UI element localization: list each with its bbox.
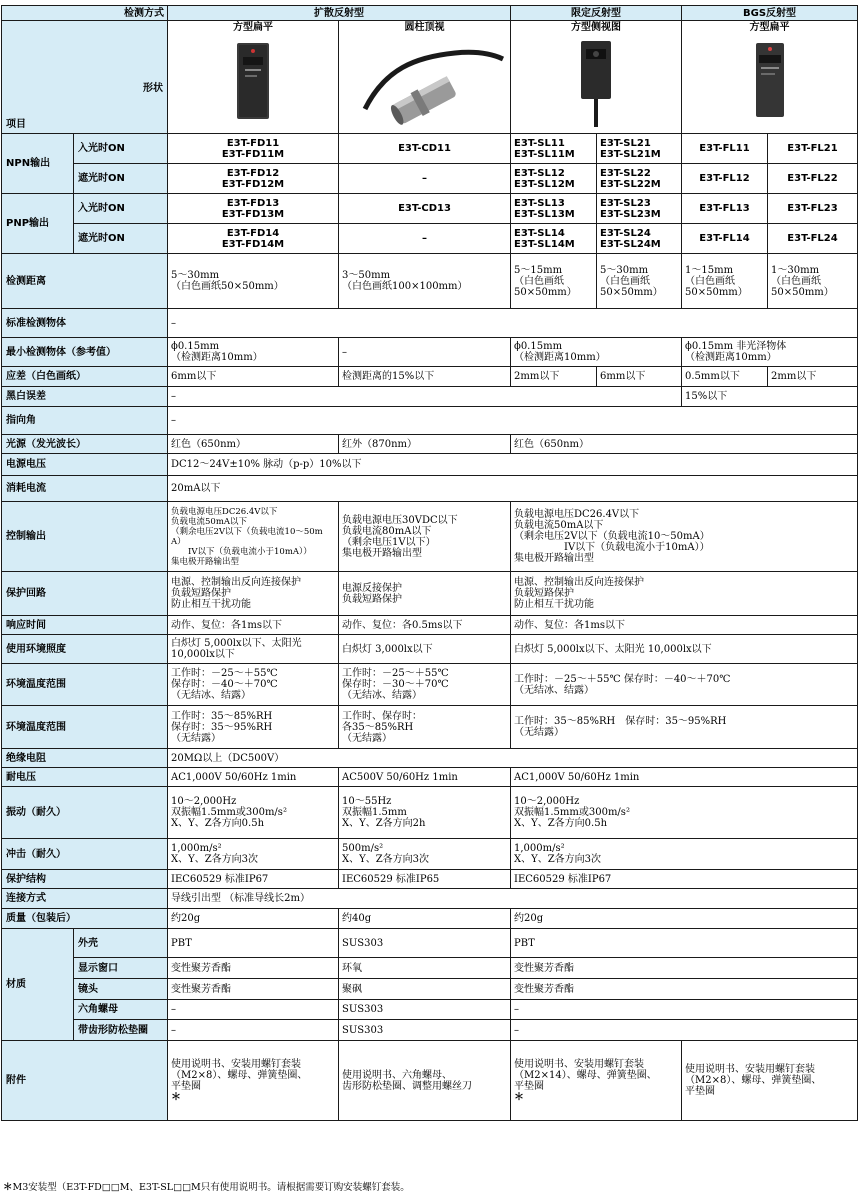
- model-cell: E3T-FL24: [768, 224, 858, 254]
- spec-value: PBT: [168, 929, 339, 958]
- spec-value: 5～30mm （白色画纸50×50mm）: [168, 254, 339, 309]
- spec-value: 使用说明书、安装用螺钉套装 （M2×8）、螺母、弹簧垫圈、 平垫圈: [682, 1041, 858, 1121]
- spec-value: 环氧: [339, 958, 511, 979]
- shape-cell-cd: [339, 21, 511, 134]
- spec-label-vibration: 振动（耐久）: [2, 787, 168, 839]
- material-lens-label: 镜头: [74, 979, 168, 1000]
- model-cell: E3T-CD13: [339, 194, 511, 224]
- spec-label-temperature: 环境温度范围: [2, 664, 168, 706]
- spec-value: DC12～24V±10% 脉动（p-p）10%以下: [168, 454, 858, 476]
- spec-value: 电源、控制输出反向连接保护 负载短路保护 防止相互干扰功能: [168, 572, 339, 616]
- spec-label-material: 材质: [2, 929, 74, 1041]
- group-limited: 限定反射型: [511, 6, 682, 21]
- model-cell: E3T-FL23: [768, 194, 858, 224]
- model-cell: E3T-FD14 E3T-FD14M: [168, 224, 339, 254]
- spec-value: –: [168, 1000, 339, 1020]
- spec-value: SUS303: [339, 1020, 511, 1041]
- spec-value: 电源、控制输出反向连接保护 负载短路保护 防止相互干扰功能: [511, 572, 858, 616]
- spec-value: 动作、复位：各1ms以下: [511, 616, 858, 635]
- spec-label-protection-circuit: 保护回路: [2, 572, 168, 616]
- spec-value: 5～30mm （白色画纸 50×50mm）: [597, 254, 682, 309]
- spec-value: 工作时、保存时： 各35～85%RH （无结露）: [339, 706, 511, 749]
- spec-value: 约20g: [511, 909, 858, 929]
- spec-value: 负载电源电压30VDC以下 负载电流80mA以下 （剩余电压1V以下） 集电极开路输出型: [339, 502, 511, 572]
- model-cell: –: [339, 164, 511, 194]
- spec-label-bw-error: 黑白误差: [2, 387, 168, 407]
- spec-value: 动作、复位：各0.5ms以下: [339, 616, 511, 635]
- spec-value: ϕ0.15mm 非光泽物体 （检测距离10mm）: [682, 338, 858, 367]
- footnote-mark: ＊: [514, 1091, 524, 1103]
- spec-value: 白炽灯 3,000lx以下: [339, 635, 511, 664]
- spec-value: 3～50mm （白色画纸100×100mm）: [339, 254, 511, 309]
- spec-label-illuminance: 使用环境照度: [2, 635, 168, 664]
- model-cell: E3T-SL11 E3T-SL11M: [511, 134, 597, 164]
- spec-value: ϕ0.15mm （检测距离10mm）: [168, 338, 339, 367]
- spec-value: 6mm以下: [597, 367, 682, 387]
- spec-value: 负载电源电压DC26.4V以下 负载电流50mA以下 （剩余电压2V以下（负载电流10～50mA） IV以下（负载电流小于10mA）） 集电极开路输出型: [511, 502, 858, 572]
- spec-label-accessories: 附件: [2, 1041, 168, 1121]
- spec-value: 10～55Hz 双振幅1.5mm X、Y、Z各方向2h: [339, 787, 511, 839]
- accessories-cell: [168, 1041, 339, 1121]
- spec-label-insulation: 绝缘电阻: [2, 749, 168, 768]
- spec-value: 1,000m/s² X、Y、Z各方向3次: [168, 839, 339, 870]
- spec-label-distance: 检测距离: [2, 254, 168, 309]
- model-cell: E3T-FD11 E3T-FD11M: [168, 134, 339, 164]
- spec-value: 负载电源电压DC26.4V以下 负载电流50mA以下 （剩余电压2V以下（负载电流10～50mA） IV以下（负载电流小于10mA）） 集电极开路输出型: [168, 502, 339, 572]
- spec-value: 动作、复位：各1ms以下: [168, 616, 339, 635]
- spec-value: –: [168, 387, 682, 407]
- spec-value: IEC60529 标准IP65: [339, 870, 511, 889]
- spec-value: 2mm以下: [511, 367, 597, 387]
- spec-value: IEC60529 标准IP67: [511, 870, 858, 889]
- model-cell: E3T-FL14: [682, 224, 768, 254]
- footnote-mark: ＊: [3, 1182, 13, 1193]
- spec-value: 1～30mm （白色画纸 50×50mm）: [768, 254, 858, 309]
- model-cell: E3T-SL14 E3T-SL14M: [511, 224, 597, 254]
- spec-value: 6mm以下: [168, 367, 339, 387]
- spec-value: 白炽灯 5,000lx以下、太阳光 10,000lx以下: [168, 635, 339, 664]
- model-cell: –: [339, 224, 511, 254]
- spec-value: –: [168, 407, 858, 435]
- spec-value: 5～15mm （白色画纸 50×50mm）: [511, 254, 597, 309]
- shape-cell-fd: [168, 21, 339, 134]
- spec-value: AC1,000V 50/60Hz 1min: [511, 768, 858, 787]
- group-diffuse: 扩散反射型: [168, 6, 511, 21]
- model-cell: E3T-FL21: [768, 134, 858, 164]
- spec-value: 500m/s² X、Y、Z各方向3次: [339, 839, 511, 870]
- material-window-label: 显示窗口: [74, 958, 168, 979]
- spec-value: 工作时：35～85%RH 保存时：35～95%RH （无结露）: [168, 706, 339, 749]
- spec-value: IEC60529 标准IP67: [168, 870, 339, 889]
- spec-value: 工作时：－25～＋55℃ 保存时：－40～＋70℃ （无结冰、结露）: [511, 664, 858, 706]
- spec-label-structure: 保护结构: [2, 870, 168, 889]
- e3t-fd-square-flat-sensor-photo: [168, 39, 338, 131]
- model-cell: E3T-FD12 E3T-FD12M: [168, 164, 339, 194]
- spec-value: –: [168, 1020, 339, 1041]
- shape-caption-sl: 方型侧视图: [571, 22, 621, 33]
- spec-label-min-object: 最小检测物体（参考值）: [2, 338, 168, 367]
- material-washer-label: 带齿形防松垫圈: [74, 1020, 168, 1041]
- spec-value: 约40g: [339, 909, 511, 929]
- spec-value: 电源反接保护 负载短路保护: [339, 572, 511, 616]
- footnote-text: M3安装型（E3T-FD□□M、E3T-SL□□M只有使用说明书。请根据需要订购安装螺钉套装。: [12, 1182, 410, 1193]
- spec-value: 1～15mm （白色画纸 50×50mm）: [682, 254, 768, 309]
- e3t-sl-side-view-sensor-photo: [511, 39, 681, 131]
- footnote: [3, 1179, 410, 1193]
- group-bgs: BGS反射型: [682, 6, 858, 21]
- spec-value: 10～2,000Hz 双振幅1.5mm或300m/s² X、Y、Z各方向0.5h: [511, 787, 858, 839]
- spec-label-current: 消耗电流: [2, 476, 168, 502]
- model-cell: E3T-SL13 E3T-SL13M: [511, 194, 597, 224]
- spec-value: 使用说明书、六角螺母、 齿形防松垫圈、调整用螺丝刀: [339, 1041, 511, 1121]
- spec-value: 20MΩ以上（DC500V）: [168, 749, 858, 768]
- spec-value: 检测距离的15%以下: [339, 367, 511, 387]
- spec-value: 使用说明书、安装用螺钉套装 （M2×8）、螺母、弹簧垫圈、 平垫圈: [171, 1058, 308, 1092]
- model-cell: E3T-FL11: [682, 134, 768, 164]
- spec-label-shock: 冲击（耐久）: [2, 839, 168, 870]
- shape-label: 形状: [143, 83, 163, 94]
- spec-label-light-source: 光源（发光波长）: [2, 435, 168, 454]
- shape-caption-cd: 圆柱顶视: [404, 22, 445, 33]
- spec-value: 红外（870nm）: [339, 435, 511, 454]
- spec-value: 导线引出型 （标准导线长2m）: [168, 889, 858, 909]
- shape-caption-fl: 方型扁平: [749, 22, 790, 33]
- spec-value: 15%以下: [682, 387, 858, 407]
- model-cell: E3T-SL21 E3T-SL21M: [597, 134, 682, 164]
- spec-value: 工作时：－25～＋55℃ 保存时：－30～＋70℃ （无结冰、结露）: [339, 664, 511, 706]
- spec-label-weight: 质量（包装后）: [2, 909, 168, 929]
- spec-value: –: [339, 338, 511, 367]
- material-case-label: 外壳: [74, 929, 168, 958]
- header-method-label: 检测方式: [2, 6, 168, 21]
- e3t-cd-cylindrical-sensor-photo: [339, 39, 510, 131]
- spec-value: 聚砜: [339, 979, 511, 1000]
- model-cell: E3T-FL12: [682, 164, 768, 194]
- spec-value: 红色（650nm）: [168, 435, 339, 454]
- spec-value: 使用说明书、安装用螺钉套装 （M2×14）、螺母、弹簧垫圈、 平垫圈: [514, 1058, 657, 1092]
- model-cell: E3T-SL24 E3T-SL24M: [597, 224, 682, 254]
- spec-label-hysteresis: 应差（白色画纸）: [2, 367, 168, 387]
- shape-cell-sl: [511, 21, 682, 134]
- spec-table: [1, 5, 858, 1121]
- spec-value: 红色（650nm）: [511, 435, 858, 454]
- spec-label-directional: 指向角: [2, 407, 168, 435]
- shape-caption-fd: 方型扁平: [233, 22, 273, 33]
- spec-sheet: [1, 5, 858, 1121]
- spec-value: –: [168, 309, 858, 338]
- model-cell: E3T-FL22: [768, 164, 858, 194]
- model-cell: E3T-SL22 E3T-SL22M: [597, 164, 682, 194]
- spec-value: 10～2,000Hz 双振幅1.5mm或300m/s² X、Y、Z各方向0.5h: [168, 787, 339, 839]
- spec-value: –: [511, 1020, 858, 1041]
- spec-label-humidity: 环境温度范围: [2, 706, 168, 749]
- spec-value: 工作时：35～85%RH 保存时：35～95%RH （无结露）: [511, 706, 858, 749]
- spec-value: –: [511, 1000, 858, 1020]
- npn-dark-on-label: 遮光时ON: [74, 164, 168, 194]
- material-hexnut-label: 六角螺母: [74, 1000, 168, 1020]
- footnote-mark: ＊: [171, 1091, 181, 1103]
- model-cell: E3T-CD11: [339, 134, 511, 164]
- spec-value: 变性聚芳香酯: [168, 979, 339, 1000]
- spec-value: 白炽灯 5,000lx以下、太阳光 10,000lx以下: [511, 635, 858, 664]
- spec-value: 20mA以下: [168, 476, 858, 502]
- model-cell: E3T-FL13: [682, 194, 768, 224]
- spec-value: 约20g: [168, 909, 339, 929]
- model-cell: E3T-FD13 E3T-FD13M: [168, 194, 339, 224]
- model-cell: E3T-SL23 E3T-SL23M: [597, 194, 682, 224]
- spec-value: PBT: [511, 929, 858, 958]
- pnp-dark-on-label: 遮光时ON: [74, 224, 168, 254]
- spec-label-control: 控制输出: [2, 502, 168, 572]
- spec-value: 变性聚芳香酯: [511, 979, 858, 1000]
- spec-value: 变性聚芳香酯: [168, 958, 339, 979]
- spec-label-standard-object: 标准检测物体: [2, 309, 168, 338]
- spec-value: 2mm以下: [768, 367, 858, 387]
- pnp-output-label: PNP输出: [2, 194, 74, 254]
- spec-value: AC1,000V 50/60Hz 1min: [168, 768, 339, 787]
- pnp-light-on-label: 入光时ON: [74, 194, 168, 224]
- spec-label-response: 响应时间: [2, 616, 168, 635]
- spec-value: AC500V 50/60Hz 1min: [339, 768, 511, 787]
- spec-value: ϕ0.15mm （检测距离10mm）: [511, 338, 682, 367]
- spec-label-voltage: 电源电压: [2, 454, 168, 476]
- e3t-fl-bgs-square-flat-sensor-photo: [682, 39, 857, 131]
- npn-light-on-label: 入光时ON: [74, 134, 168, 164]
- spec-value: SUS303: [339, 1000, 511, 1020]
- model-cell: E3T-SL12 E3T-SL12M: [511, 164, 597, 194]
- spec-value: SUS303: [339, 929, 511, 958]
- accessories-cell: [511, 1041, 682, 1121]
- npn-output-label: NPN输出: [2, 134, 74, 194]
- spec-label-withstand: 耐电压: [2, 768, 168, 787]
- spec-value: 0.5mm以下: [682, 367, 768, 387]
- item-label: 项目: [6, 119, 26, 130]
- spec-value: 工作时：－25～＋55℃ 保存时：－40～＋70℃ （无结冰、结露）: [168, 664, 339, 706]
- shape-item-header: [2, 21, 168, 134]
- spec-value: 1,000m/s² X、Y、Z各方向3次: [511, 839, 858, 870]
- spec-label-connection: 连接方式: [2, 889, 168, 909]
- spec-value: 变性聚芳香酯: [511, 958, 858, 979]
- shape-cell-fl: [682, 21, 858, 134]
